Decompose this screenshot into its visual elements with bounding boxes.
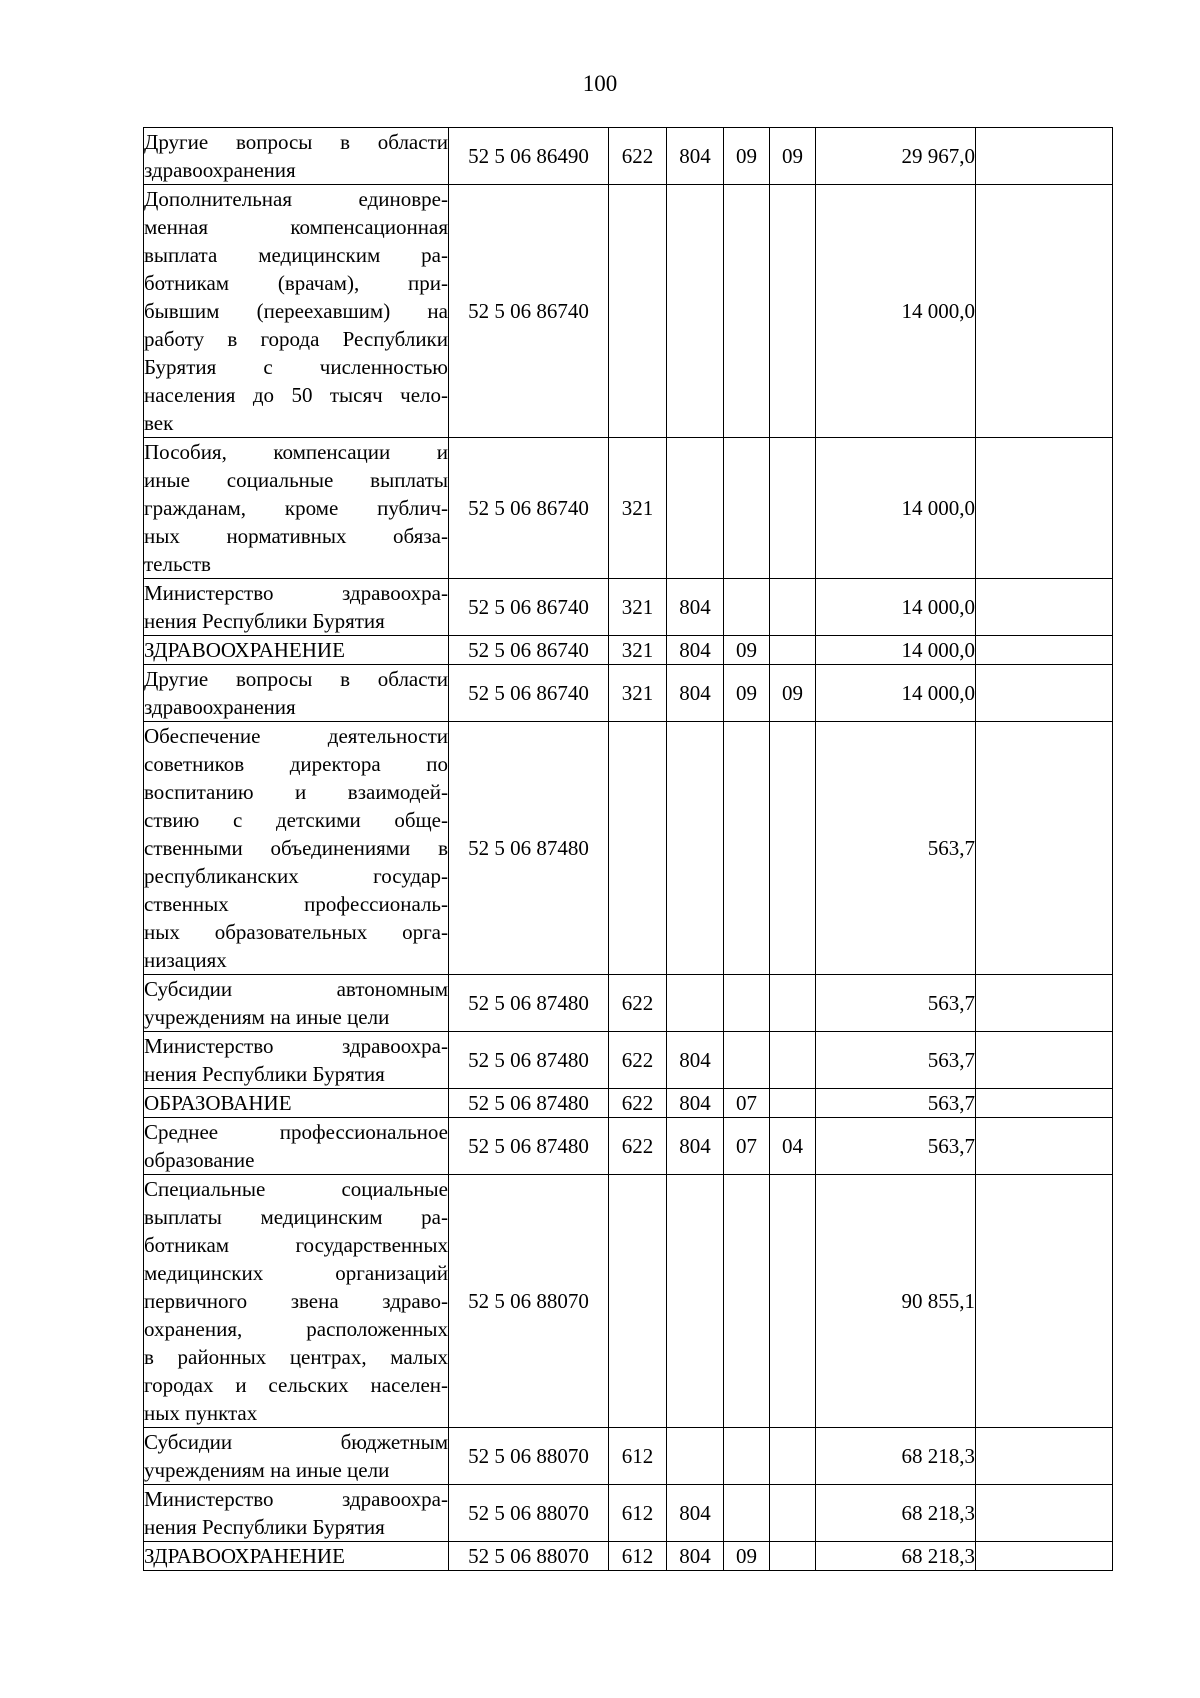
description-line: советников директора по [144, 752, 448, 776]
empty-column-cell [976, 579, 1113, 636]
expense-type-cell: 622 [609, 128, 667, 185]
description-line: ботникам (врачам), при- [144, 271, 448, 295]
amount-cell: 68 218,3 [816, 1428, 976, 1485]
expense-type-cell: 321 [609, 438, 667, 579]
subsection-code-cell [770, 975, 816, 1032]
subsection-code-cell [770, 1175, 816, 1428]
expense-type-cell: 622 [609, 975, 667, 1032]
description-line: Пособия, компенсации и [144, 440, 448, 464]
ministry-code-cell: 804 [667, 128, 724, 185]
budget-table [143, 127, 1113, 1571]
description-line: в районных центрах, малых [144, 1345, 448, 1369]
row-description [144, 1428, 449, 1485]
subsection-code-cell [770, 1428, 816, 1485]
table-row [144, 579, 1113, 636]
amount-cell: 29 967,0 [816, 128, 976, 185]
expense-type-cell: 612 [609, 1428, 667, 1485]
description-line: ных нормативных обяза- [144, 524, 448, 548]
description-line: ственными объединениями в [144, 836, 448, 860]
table-row [144, 1485, 1113, 1542]
csr-code-cell: 52 5 06 88070 [449, 1485, 609, 1542]
description-line: населения до 50 тысяч чело- [144, 383, 448, 407]
ministry-code-cell [667, 438, 724, 579]
subsection-code-cell: 09 [770, 128, 816, 185]
table-row [144, 1542, 1113, 1571]
table-row [144, 1089, 1113, 1118]
ministry-code-cell: 804 [667, 1542, 724, 1571]
csr-code-cell: 52 5 06 86740 [449, 185, 609, 438]
table-row [144, 438, 1113, 579]
csr-code-cell: 52 5 06 86740 [449, 636, 609, 665]
description-line: Другие вопросы в области [144, 667, 448, 691]
section-code-cell: 09 [724, 665, 770, 722]
description-line: образование [144, 1148, 255, 1172]
empty-column-cell [976, 1485, 1113, 1542]
ministry-code-cell: 804 [667, 1118, 724, 1175]
table-row [144, 128, 1113, 185]
description-line: ЗДРАВООХРАНЕНИЕ [144, 1544, 345, 1568]
expense-type-cell: 321 [609, 636, 667, 665]
section-code-cell [724, 438, 770, 579]
description-line: ОБРАЗОВАНИЕ [144, 1091, 292, 1115]
description-line: выплата медицинским ра- [144, 243, 448, 267]
expense-type-cell: 612 [609, 1485, 667, 1542]
description-line: ных образовательных орга- [144, 920, 448, 944]
subsection-code-cell [770, 1032, 816, 1089]
subsection-code-cell [770, 1542, 816, 1571]
description-line: бывшим (переехавшим) на [144, 299, 448, 323]
subsection-code-cell: 04 [770, 1118, 816, 1175]
amount-cell: 90 855,1 [816, 1175, 976, 1428]
csr-code-cell: 52 5 06 88070 [449, 1175, 609, 1428]
section-code-cell: 09 [724, 636, 770, 665]
csr-code-cell: 52 5 06 87480 [449, 975, 609, 1032]
description-line: Обеспечение деятельности [144, 724, 448, 748]
amount-cell: 14 000,0 [816, 579, 976, 636]
section-code-cell: 09 [724, 1542, 770, 1571]
subsection-code-cell [770, 1089, 816, 1118]
description-line: ных пунктах [144, 1401, 258, 1425]
csr-code-cell: 52 5 06 87480 [449, 1032, 609, 1089]
ministry-code-cell [667, 1428, 724, 1485]
description-line: медицинских организаций [144, 1261, 448, 1285]
expense-type-cell [609, 722, 667, 975]
empty-column-cell [976, 1089, 1113, 1118]
description-line: Другие вопросы в области [144, 130, 448, 154]
section-code-cell [724, 975, 770, 1032]
ministry-code-cell [667, 975, 724, 1032]
empty-column-cell [976, 722, 1113, 975]
empty-column-cell [976, 185, 1113, 438]
description-line: ственных профессиональ- [144, 892, 448, 916]
table-row [144, 636, 1113, 665]
description-line: городах и сельских населен- [144, 1373, 448, 1397]
table-row [144, 665, 1113, 722]
csr-code-cell: 52 5 06 87480 [449, 1118, 609, 1175]
section-code-cell [724, 185, 770, 438]
description-line: Субсидии автономным [144, 977, 448, 1001]
amount-cell: 563,7 [816, 1032, 976, 1089]
section-code-cell [724, 579, 770, 636]
expense-type-cell: 612 [609, 1542, 667, 1571]
section-code-cell [724, 722, 770, 975]
table-row [144, 1118, 1113, 1175]
table-row [144, 1428, 1113, 1485]
description-line: учреждениям на иные цели [144, 1005, 390, 1029]
description-line: иные социальные выплаты [144, 468, 448, 492]
description-line: менная компенсационная [144, 215, 448, 239]
description-line: низациях [144, 948, 227, 972]
description-line: здравоохранения [144, 158, 296, 182]
description-line: Министерство здравоохра- [144, 1487, 448, 1511]
description-line: учреждениям на иные цели [144, 1458, 390, 1482]
expense-type-cell: 321 [609, 579, 667, 636]
description-line: выплаты медицинским ра- [144, 1205, 448, 1229]
csr-code-cell: 52 5 06 88070 [449, 1542, 609, 1571]
ministry-code-cell: 804 [667, 665, 724, 722]
description-line: Специальные социальные [144, 1177, 448, 1201]
description-line: нения Республики Бурятия [144, 1515, 385, 1539]
description-line: воспитанию и взаимодей- [144, 780, 448, 804]
csr-code-cell: 52 5 06 86740 [449, 665, 609, 722]
row-description [144, 1118, 449, 1175]
ministry-code-cell: 804 [667, 1032, 724, 1089]
empty-column-cell [976, 636, 1113, 665]
empty-column-cell [976, 1118, 1113, 1175]
subsection-code-cell [770, 722, 816, 975]
row-description [144, 665, 449, 722]
description-line: Бурятия с численностью [144, 355, 448, 379]
subsection-code-cell [770, 185, 816, 438]
empty-column-cell [976, 1542, 1113, 1571]
row-description [144, 579, 449, 636]
csr-code-cell: 52 5 06 86740 [449, 579, 609, 636]
description-line: Среднее профессиональное [144, 1120, 448, 1144]
amount-cell: 563,7 [816, 1118, 976, 1175]
expense-type-cell [609, 185, 667, 438]
csr-code-cell: 52 5 06 88070 [449, 1428, 609, 1485]
page-number: 100 [582, 71, 618, 96]
row-description [144, 722, 449, 975]
expense-type-cell [609, 1175, 667, 1428]
ministry-code-cell [667, 185, 724, 438]
description-line: ствию с детскими обще- [144, 808, 448, 832]
empty-column-cell [976, 1428, 1113, 1485]
csr-code-cell: 52 5 06 86740 [449, 438, 609, 579]
description-line: работу в города Республики [144, 327, 448, 351]
table-row [144, 185, 1113, 438]
row-description [144, 1542, 449, 1571]
description-line: республиканских государ- [144, 864, 448, 888]
description-line: первичного звена здраво- [144, 1289, 448, 1313]
empty-column-cell [976, 975, 1113, 1032]
description-line: нения Республики Бурятия [144, 609, 385, 633]
section-code-cell: 07 [724, 1118, 770, 1175]
amount-cell: 563,7 [816, 1089, 976, 1118]
description-line: гражданам, кроме публич- [144, 496, 448, 520]
empty-column-cell [976, 665, 1113, 722]
description-line: тельств [144, 552, 211, 576]
description-line: век [144, 411, 174, 435]
amount-cell: 68 218,3 [816, 1542, 976, 1571]
amount-cell: 563,7 [816, 975, 976, 1032]
section-code-cell [724, 1175, 770, 1428]
amount-cell: 14 000,0 [816, 185, 976, 438]
amount-cell: 68 218,3 [816, 1485, 976, 1542]
description-line: Субсидии бюджетным [144, 1430, 448, 1454]
ministry-code-cell [667, 722, 724, 975]
amount-cell: 14 000,0 [816, 438, 976, 579]
table-row [144, 722, 1113, 975]
section-code-cell: 09 [724, 128, 770, 185]
subsection-code-cell [770, 1485, 816, 1542]
subsection-code-cell [770, 579, 816, 636]
description-line: ботникам государственных [144, 1233, 448, 1257]
expense-type-cell: 622 [609, 1032, 667, 1089]
row-description [144, 1485, 449, 1542]
subsection-code-cell: 09 [770, 665, 816, 722]
amount-cell: 14 000,0 [816, 665, 976, 722]
row-description [144, 438, 449, 579]
description-line: охранения, расположенных [144, 1317, 448, 1341]
empty-column-cell [976, 438, 1113, 579]
table-row [144, 1175, 1113, 1428]
row-description [144, 128, 449, 185]
description-line: Министерство здравоохра- [144, 581, 448, 605]
csr-code-cell: 52 5 06 86490 [449, 128, 609, 185]
table-row [144, 975, 1113, 1032]
empty-column-cell [976, 1032, 1113, 1089]
expense-type-cell: 622 [609, 1118, 667, 1175]
empty-column-cell [976, 1175, 1113, 1428]
section-code-cell [724, 1032, 770, 1089]
expense-type-cell: 321 [609, 665, 667, 722]
ministry-code-cell: 804 [667, 1485, 724, 1542]
csr-code-cell: 52 5 06 87480 [449, 1089, 609, 1118]
description-line: здравоохранения [144, 695, 296, 719]
row-description [144, 185, 449, 438]
description-line: ЗДРАВООХРАНЕНИЕ [144, 638, 345, 662]
table-body [144, 128, 1113, 1571]
ministry-code-cell: 804 [667, 579, 724, 636]
description-line: нения Республики Бурятия [144, 1062, 385, 1086]
csr-code-cell: 52 5 06 87480 [449, 722, 609, 975]
amount-cell: 563,7 [816, 722, 976, 975]
ministry-code-cell [667, 1175, 724, 1428]
amount-cell: 14 000,0 [816, 636, 976, 665]
section-code-cell [724, 1485, 770, 1542]
table-row [144, 1032, 1113, 1089]
row-description [144, 1175, 449, 1428]
row-description [144, 1089, 449, 1118]
subsection-code-cell [770, 438, 816, 579]
section-code-cell [724, 1428, 770, 1485]
empty-column-cell [976, 128, 1113, 185]
ministry-code-cell: 804 [667, 636, 724, 665]
row-description [144, 975, 449, 1032]
subsection-code-cell [770, 636, 816, 665]
expense-type-cell: 622 [609, 1089, 667, 1118]
section-code-cell: 07 [724, 1089, 770, 1118]
row-description [144, 636, 449, 665]
ministry-code-cell: 804 [667, 1089, 724, 1118]
description-line: Министерство здравоохра- [144, 1034, 448, 1058]
row-description [144, 1032, 449, 1089]
description-line: Дополнительная единовре- [144, 187, 448, 211]
